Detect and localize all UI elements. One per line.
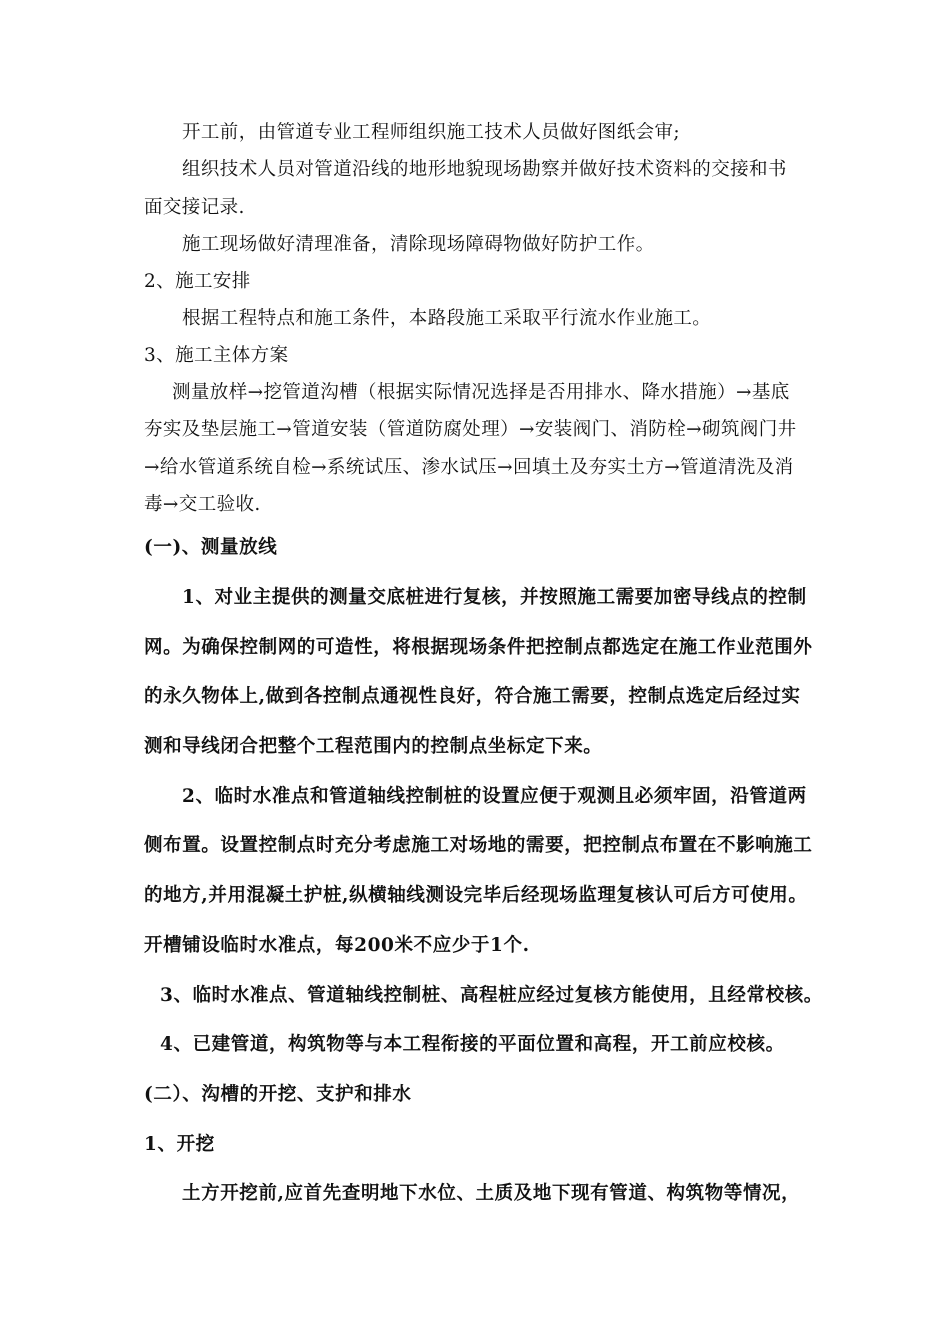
- paragraph-line: 开槽铺设临时水准点，每200米不应少于1个.: [144, 935, 530, 956]
- paragraph-line: 测和导线闭合把整个工程范围内的控制点坐标定下来。: [144, 736, 603, 757]
- paragraph-line: 组织技术人员对管道沿线的地形地貌现场勘察并做好技术资料的交接和书: [182, 159, 787, 180]
- paragraph-line: 的永久物体上,做到各控制点通视性良好，符合施工需要，控制点选定后经过实: [144, 686, 801, 707]
- paragraph-line: 土方开挖前,应首先查明地下水位、土质及地下现有管道、构筑物等情况，: [182, 1183, 801, 1204]
- paragraph-line: 毒→交工验收.: [144, 494, 261, 515]
- paragraph-line: 网。为确保控制网的可造性，将根据现场条件把控制点都选定在施工作业范围外: [144, 637, 813, 658]
- paragraph-line: →给水管道系统自检→系统试压、渗水试压→回填土及夯实土方→管道清洗及消: [144, 457, 794, 478]
- paragraph-line: 测量放样→挖管道沟槽（根据实际情况选择是否用排水、降水措施）→基底: [172, 382, 790, 403]
- paragraph-line: 4、已建管道，构筑物等与本工程衔接的平面位置和高程，开工前应校核。: [160, 1034, 785, 1055]
- paragraph-line: 面交接记录.: [144, 197, 245, 218]
- subsection-heading: (一)、测量放线: [144, 537, 278, 558]
- paragraph-line: 夯实及垫层施工→管道安装（管道防腐处理）→安装阀门、消防栓→砌筑阀门井: [144, 419, 797, 440]
- paragraph-line: 的地方,并用混凝土护桩,纵横轴线测设完毕后经现场监理复核认可后方可使用。: [144, 885, 808, 906]
- paragraph-line: 侧布置。设置控制点时充分考虑施工对场地的需要，把控制点布置在不影响施工: [144, 835, 813, 856]
- paragraph-line: 2、临时水准点和管道轴线控制桩的设置应便于观测且必须牢固，沿管道两: [182, 786, 807, 807]
- subsection-heading: 1、开挖: [144, 1134, 215, 1155]
- paragraph-line: 根据工程特点和施工条件，本路段施工采取平行流水作业施工。: [182, 308, 712, 329]
- paragraph-line: 3、临时水准点、管道轴线控制桩、高程桩应经过复核方能使用，且经常校核。: [160, 985, 823, 1006]
- paragraph-line: 开工前，由管道专业工程师组织施工技术人员做好图纸会审;: [182, 122, 681, 143]
- paragraph-line: 施工现场做好清理准备，清除现场障碍物做好防护工作。: [182, 234, 655, 255]
- paragraph-line: 1、对业主提供的测量交底桩进行复核，并按照施工需要加密导线点的控制: [182, 587, 807, 608]
- subsection-heading: (二）、沟槽的开挖、支护和排水: [144, 1084, 412, 1105]
- section-heading: 2、施工安排: [144, 271, 251, 292]
- section-heading: 3、施工主体方案: [144, 345, 289, 366]
